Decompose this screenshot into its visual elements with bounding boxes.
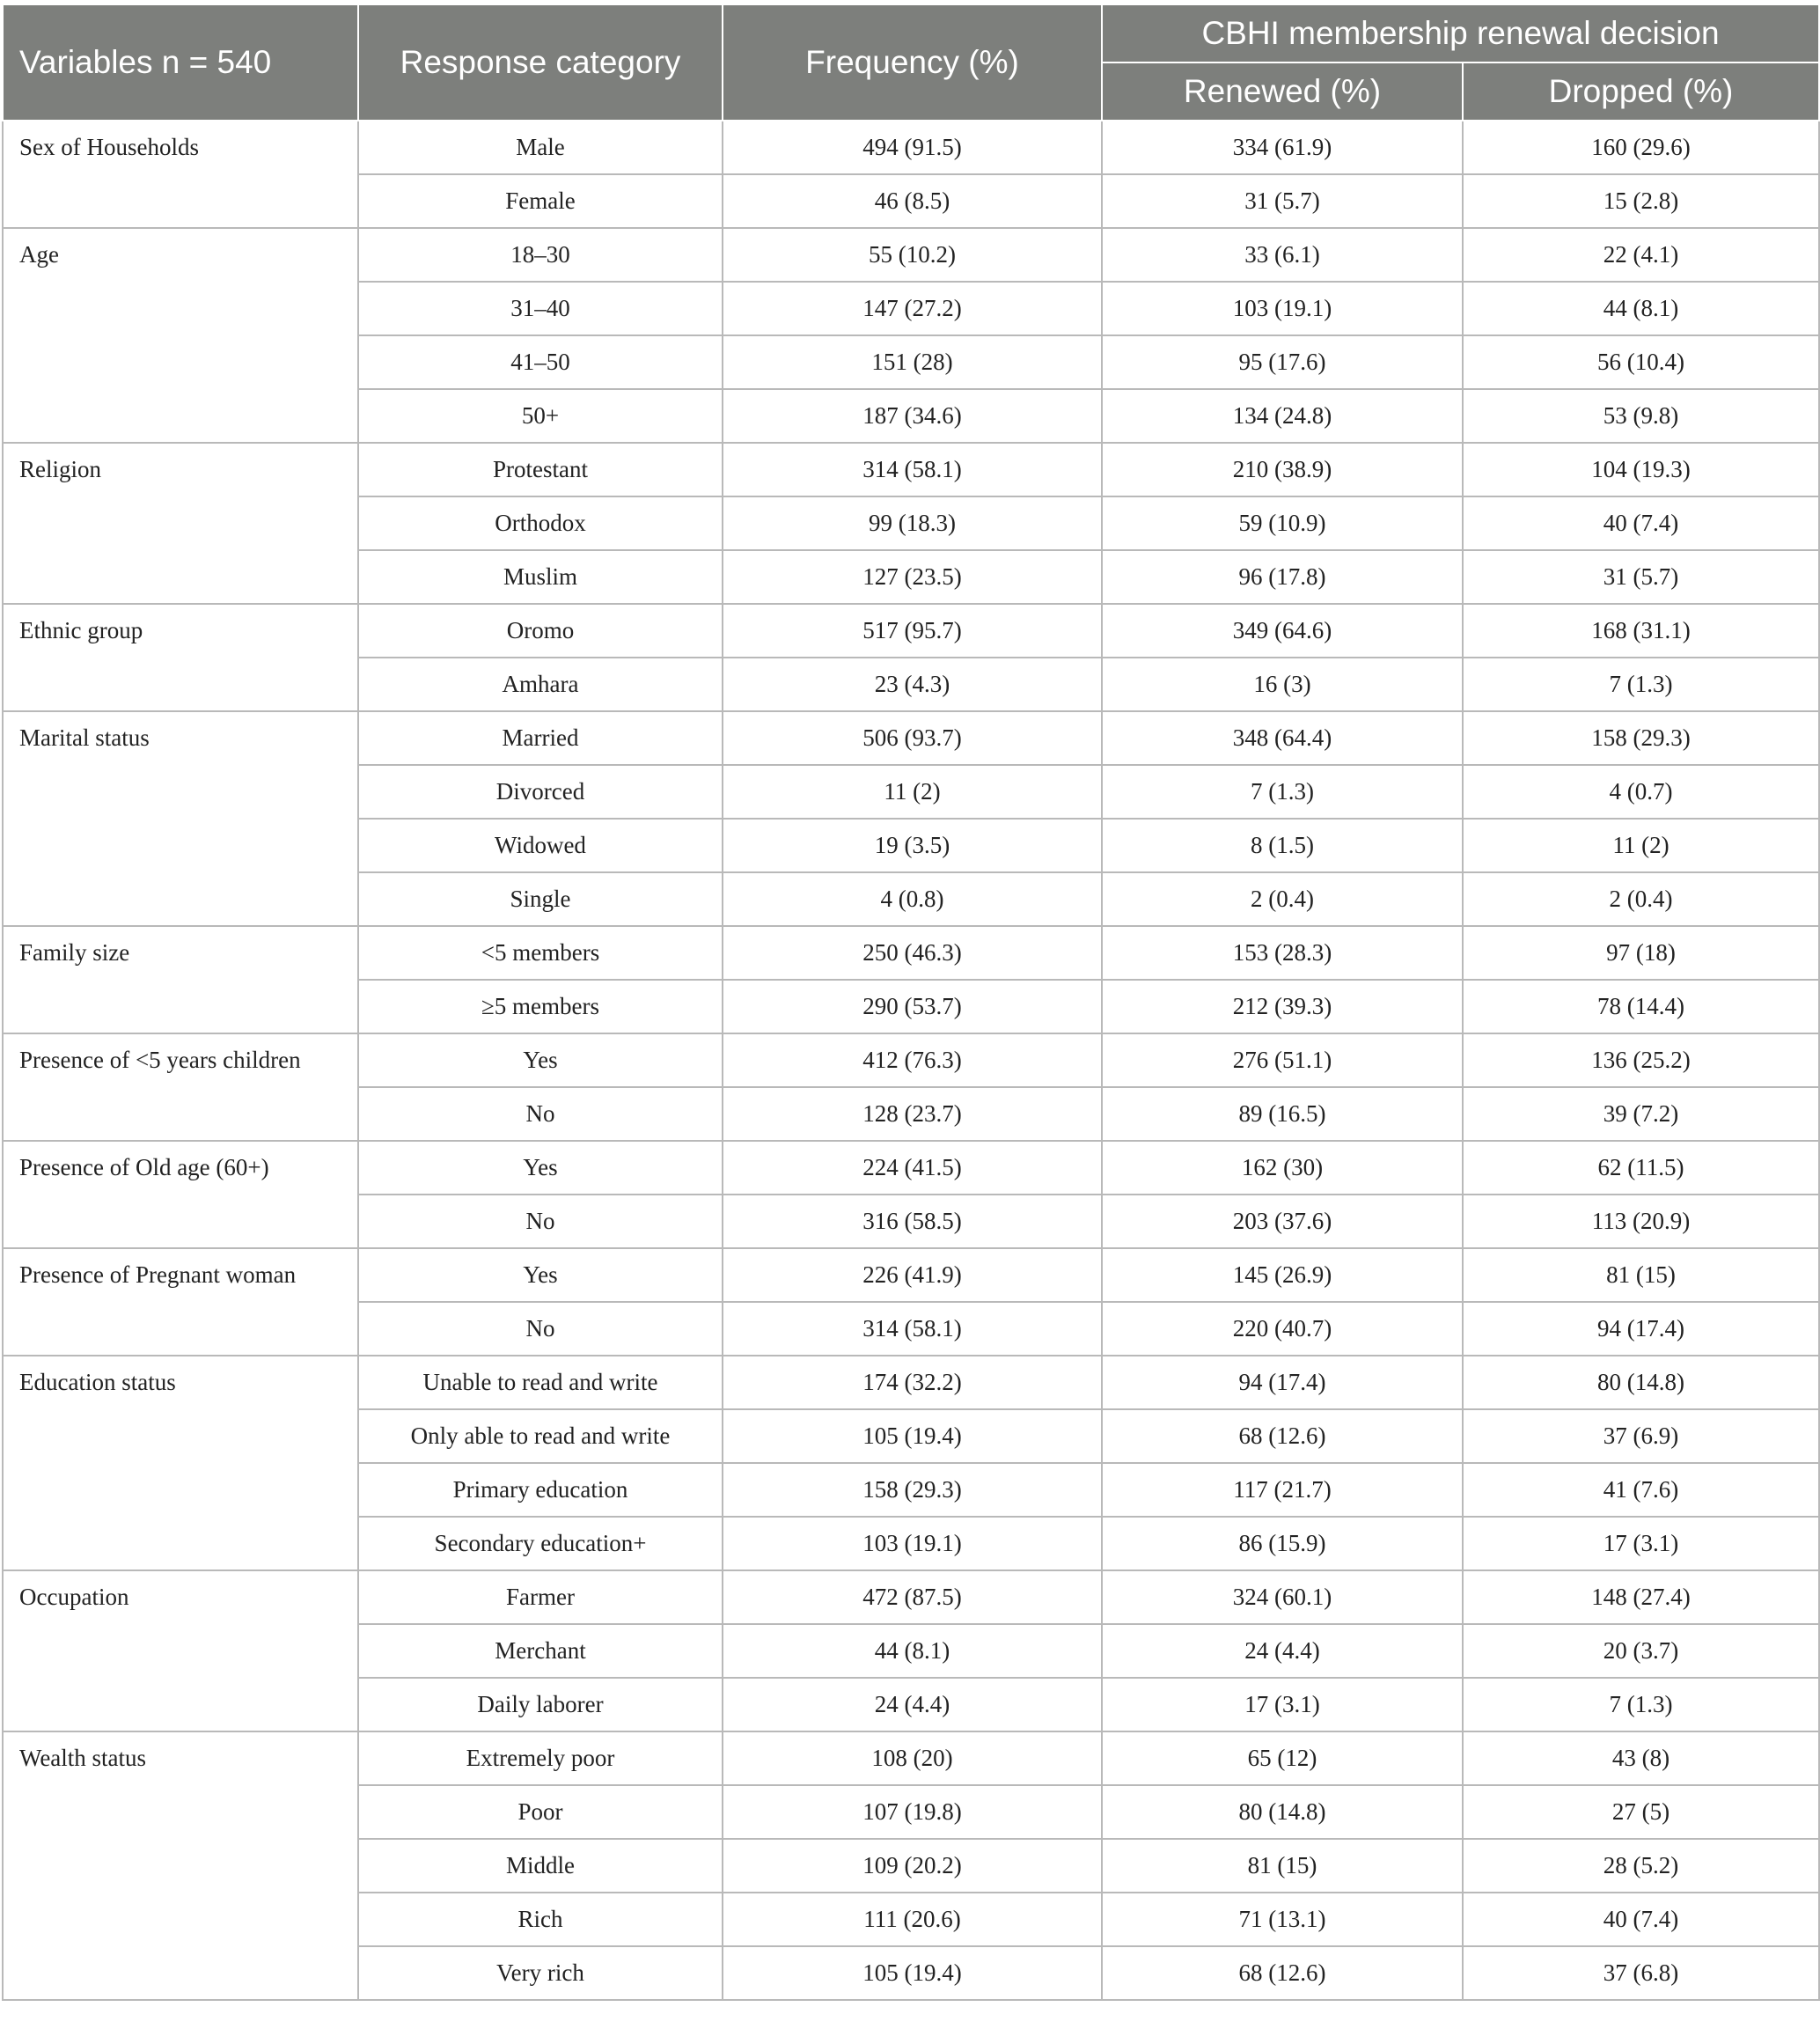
renewed-cell: 24 (4.4)	[1102, 1624, 1463, 1678]
frequency-cell: 187 (34.6)	[723, 389, 1102, 443]
renewed-cell: 68 (12.6)	[1102, 1946, 1463, 2000]
renewed-cell: 145 (26.9)	[1102, 1248, 1463, 1302]
dropped-cell: 56 (10.4)	[1463, 335, 1819, 389]
dropped-cell: 27 (5)	[1463, 1785, 1819, 1839]
category-cell: Protestant	[358, 443, 723, 496]
frequency-cell: 23 (4.3)	[723, 658, 1102, 711]
renewed-cell: 81 (15)	[1102, 1839, 1463, 1893]
category-cell: Divorced	[358, 765, 723, 819]
frequency-cell: 517 (95.7)	[723, 604, 1102, 658]
header-variables: Variables n = 540	[3, 4, 358, 121]
renewed-cell: 33 (6.1)	[1102, 228, 1463, 282]
dropped-cell: 53 (9.8)	[1463, 389, 1819, 443]
frequency-cell: 250 (46.3)	[723, 926, 1102, 980]
category-cell: 41–50	[358, 335, 723, 389]
category-cell: Yes	[358, 1248, 723, 1302]
variable-cell: Marital status	[3, 711, 358, 926]
category-cell: Very rich	[358, 1946, 723, 2000]
dropped-cell: 4 (0.7)	[1463, 765, 1819, 819]
renewed-cell: 80 (14.8)	[1102, 1785, 1463, 1839]
dropped-cell: 160 (29.6)	[1463, 121, 1819, 174]
dropped-cell: 37 (6.9)	[1463, 1409, 1819, 1463]
frequency-cell: 105 (19.4)	[723, 1409, 1102, 1463]
frequency-cell: 224 (41.5)	[723, 1141, 1102, 1195]
renewed-cell: 65 (12)	[1102, 1731, 1463, 1785]
table-row	[3, 1731, 1819, 1785]
dropped-cell: 20 (3.7)	[1463, 1624, 1819, 1678]
category-cell: Unable to read and write	[358, 1356, 723, 1409]
variable-cell: Age	[3, 228, 358, 443]
frequency-cell: 107 (19.8)	[723, 1785, 1102, 1839]
variable-cell: Family size	[3, 926, 358, 1033]
category-cell: Yes	[358, 1033, 723, 1087]
frequency-cell: 108 (20)	[723, 1731, 1102, 1785]
renewed-cell: 334 (61.9)	[1102, 121, 1463, 174]
header-frequency: Frequency (%)	[723, 4, 1102, 121]
category-cell: Yes	[358, 1141, 723, 1195]
table-row	[3, 121, 1819, 174]
frequency-cell: 174 (32.2)	[723, 1356, 1102, 1409]
dropped-cell: 158 (29.3)	[1463, 711, 1819, 765]
category-cell: No	[358, 1195, 723, 1248]
category-cell: Muslim	[358, 550, 723, 604]
category-cell: Oromo	[358, 604, 723, 658]
frequency-cell: 103 (19.1)	[723, 1517, 1102, 1570]
frequency-cell: 412 (76.3)	[723, 1033, 1102, 1087]
category-cell: <5 members	[358, 926, 723, 980]
renewed-cell: 16 (3)	[1102, 658, 1463, 711]
table-row	[3, 1141, 1819, 1195]
table-row	[3, 443, 1819, 496]
dropped-cell: 168 (31.1)	[1463, 604, 1819, 658]
frequency-cell: 19 (3.5)	[723, 819, 1102, 872]
table-row	[3, 1356, 1819, 1409]
variable-cell: Education status	[3, 1356, 358, 1570]
frequency-cell: 128 (23.7)	[723, 1087, 1102, 1141]
renewed-cell: 89 (16.5)	[1102, 1087, 1463, 1141]
category-cell: Primary education	[358, 1463, 723, 1517]
dropped-cell: 37 (6.8)	[1463, 1946, 1819, 2000]
variable-cell: Presence of <5 years children	[3, 1033, 358, 1141]
frequency-cell: 494 (91.5)	[723, 121, 1102, 174]
frequency-cell: 11 (2)	[723, 765, 1102, 819]
category-cell: Daily laborer	[358, 1678, 723, 1731]
variable-cell: Religion	[3, 443, 358, 604]
renewed-cell: 117 (21.7)	[1102, 1463, 1463, 1517]
dropped-cell: 97 (18)	[1463, 926, 1819, 980]
frequency-cell: 127 (23.5)	[723, 550, 1102, 604]
renewed-cell: 349 (64.6)	[1102, 604, 1463, 658]
dropped-cell: 7 (1.3)	[1463, 658, 1819, 711]
renewed-cell: 86 (15.9)	[1102, 1517, 1463, 1570]
frequency-cell: 24 (4.4)	[723, 1678, 1102, 1731]
category-cell: Female	[358, 174, 723, 228]
category-cell: Farmer	[358, 1570, 723, 1624]
category-cell: No	[358, 1087, 723, 1141]
dropped-cell: 136 (25.2)	[1463, 1033, 1819, 1087]
renewed-cell: 8 (1.5)	[1102, 819, 1463, 872]
frequency-cell: 506 (93.7)	[723, 711, 1102, 765]
frequency-cell: 158 (29.3)	[723, 1463, 1102, 1517]
renewed-cell: 203 (37.6)	[1102, 1195, 1463, 1248]
category-cell: Single	[358, 872, 723, 926]
variable-cell: Occupation	[3, 1570, 358, 1731]
dropped-cell: 81 (15)	[1463, 1248, 1819, 1302]
renewed-cell: 276 (51.1)	[1102, 1033, 1463, 1087]
dropped-cell: 104 (19.3)	[1463, 443, 1819, 496]
dropped-cell: 28 (5.2)	[1463, 1839, 1819, 1893]
frequency-cell: 472 (87.5)	[723, 1570, 1102, 1624]
frequency-cell: 290 (53.7)	[723, 980, 1102, 1033]
frequency-cell: 314 (58.1)	[723, 1302, 1102, 1356]
renewed-cell: 68 (12.6)	[1102, 1409, 1463, 1463]
category-cell: Poor	[358, 1785, 723, 1839]
category-cell: ≥5 members	[358, 980, 723, 1033]
dropped-cell: 113 (20.9)	[1463, 1195, 1819, 1248]
category-cell: Rich	[358, 1893, 723, 1946]
frequency-cell: 99 (18.3)	[723, 496, 1102, 550]
dropped-cell: 40 (7.4)	[1463, 496, 1819, 550]
frequency-cell: 226 (41.9)	[723, 1248, 1102, 1302]
dropped-cell: 40 (7.4)	[1463, 1893, 1819, 1946]
renewed-cell: 348 (64.4)	[1102, 711, 1463, 765]
frequency-cell: 105 (19.4)	[723, 1946, 1102, 2000]
renewed-cell: 134 (24.8)	[1102, 389, 1463, 443]
dropped-cell: 62 (11.5)	[1463, 1141, 1819, 1195]
variable-cell: Sex of Households	[3, 121, 358, 228]
category-cell: Orthodox	[358, 496, 723, 550]
renewed-cell: 2 (0.4)	[1102, 872, 1463, 926]
renewed-cell: 7 (1.3)	[1102, 765, 1463, 819]
renewed-cell: 17 (3.1)	[1102, 1678, 1463, 1731]
table-row	[3, 1033, 1819, 1087]
renewed-cell: 31 (5.7)	[1102, 174, 1463, 228]
table-body	[3, 121, 1819, 2000]
category-cell: Middle	[358, 1839, 723, 1893]
dropped-cell: 22 (4.1)	[1463, 228, 1819, 282]
category-cell: 18–30	[358, 228, 723, 282]
variable-cell: Ethnic group	[3, 604, 358, 711]
category-cell: 50+	[358, 389, 723, 443]
header-renewed: Renewed (%)	[1102, 62, 1463, 121]
dropped-cell: 43 (8)	[1463, 1731, 1819, 1785]
category-cell: Only able to read and write	[358, 1409, 723, 1463]
table-row	[3, 926, 1819, 980]
category-cell: Secondary education+	[358, 1517, 723, 1570]
renewed-cell: 103 (19.1)	[1102, 282, 1463, 335]
dropped-cell: 15 (2.8)	[1463, 174, 1819, 228]
variable-cell: Wealth status	[3, 1731, 358, 2000]
renewed-cell: 94 (17.4)	[1102, 1356, 1463, 1409]
header-response-category: Response category	[358, 4, 723, 121]
category-cell: Merchant	[358, 1624, 723, 1678]
category-cell: Widowed	[358, 819, 723, 872]
renewed-cell: 220 (40.7)	[1102, 1302, 1463, 1356]
table-header	[3, 4, 1819, 121]
dropped-cell: 2 (0.4)	[1463, 872, 1819, 926]
frequency-cell: 111 (20.6)	[723, 1893, 1102, 1946]
dropped-cell: 17 (3.1)	[1463, 1517, 1819, 1570]
frequency-cell: 314 (58.1)	[723, 443, 1102, 496]
frequency-cell: 316 (58.5)	[723, 1195, 1102, 1248]
frequency-cell: 147 (27.2)	[723, 282, 1102, 335]
dropped-cell: 78 (14.4)	[1463, 980, 1819, 1033]
frequency-cell: 55 (10.2)	[723, 228, 1102, 282]
dropped-cell: 31 (5.7)	[1463, 550, 1819, 604]
header-dropped: Dropped (%)	[1463, 62, 1819, 121]
table-row	[3, 228, 1819, 282]
renewed-cell: 96 (17.8)	[1102, 550, 1463, 604]
category-cell: Married	[358, 711, 723, 765]
dropped-cell: 11 (2)	[1463, 819, 1819, 872]
renewed-cell: 162 (30)	[1102, 1141, 1463, 1195]
frequency-cell: 151 (28)	[723, 335, 1102, 389]
frequency-cell: 109 (20.2)	[723, 1839, 1102, 1893]
dropped-cell: 148 (27.4)	[1463, 1570, 1819, 1624]
renewed-cell: 324 (60.1)	[1102, 1570, 1463, 1624]
renewed-cell: 59 (10.9)	[1102, 496, 1463, 550]
dropped-cell: 44 (8.1)	[1463, 282, 1819, 335]
category-cell: Male	[358, 121, 723, 174]
variable-cell: Presence of Pregnant woman	[3, 1248, 358, 1356]
cbhi-renewal-table	[2, 4, 1820, 2001]
dropped-cell: 39 (7.2)	[1463, 1087, 1819, 1141]
variable-cell: Presence of Old age (60+)	[3, 1141, 358, 1248]
category-cell: Extremely poor	[358, 1731, 723, 1785]
frequency-cell: 4 (0.8)	[723, 872, 1102, 926]
category-cell: 31–40	[358, 282, 723, 335]
table-row	[3, 604, 1819, 658]
frequency-cell: 46 (8.5)	[723, 174, 1102, 228]
dropped-cell: 80 (14.8)	[1463, 1356, 1819, 1409]
category-cell: No	[358, 1302, 723, 1356]
category-cell: Amhara	[358, 658, 723, 711]
table-row	[3, 711, 1819, 765]
table-row	[3, 1570, 1819, 1624]
renewed-cell: 71 (13.1)	[1102, 1893, 1463, 1946]
renewed-cell: 212 (39.3)	[1102, 980, 1463, 1033]
renewed-cell: 95 (17.6)	[1102, 335, 1463, 389]
header-renewal-decision: CBHI membership renewal decision	[1102, 4, 1819, 62]
renewed-cell: 153 (28.3)	[1102, 926, 1463, 980]
frequency-cell: 44 (8.1)	[723, 1624, 1102, 1678]
table-container	[2, 4, 1818, 2001]
dropped-cell: 94 (17.4)	[1463, 1302, 1819, 1356]
dropped-cell: 41 (7.6)	[1463, 1463, 1819, 1517]
table-row	[3, 1248, 1819, 1302]
renewed-cell: 210 (38.9)	[1102, 443, 1463, 496]
dropped-cell: 7 (1.3)	[1463, 1678, 1819, 1731]
